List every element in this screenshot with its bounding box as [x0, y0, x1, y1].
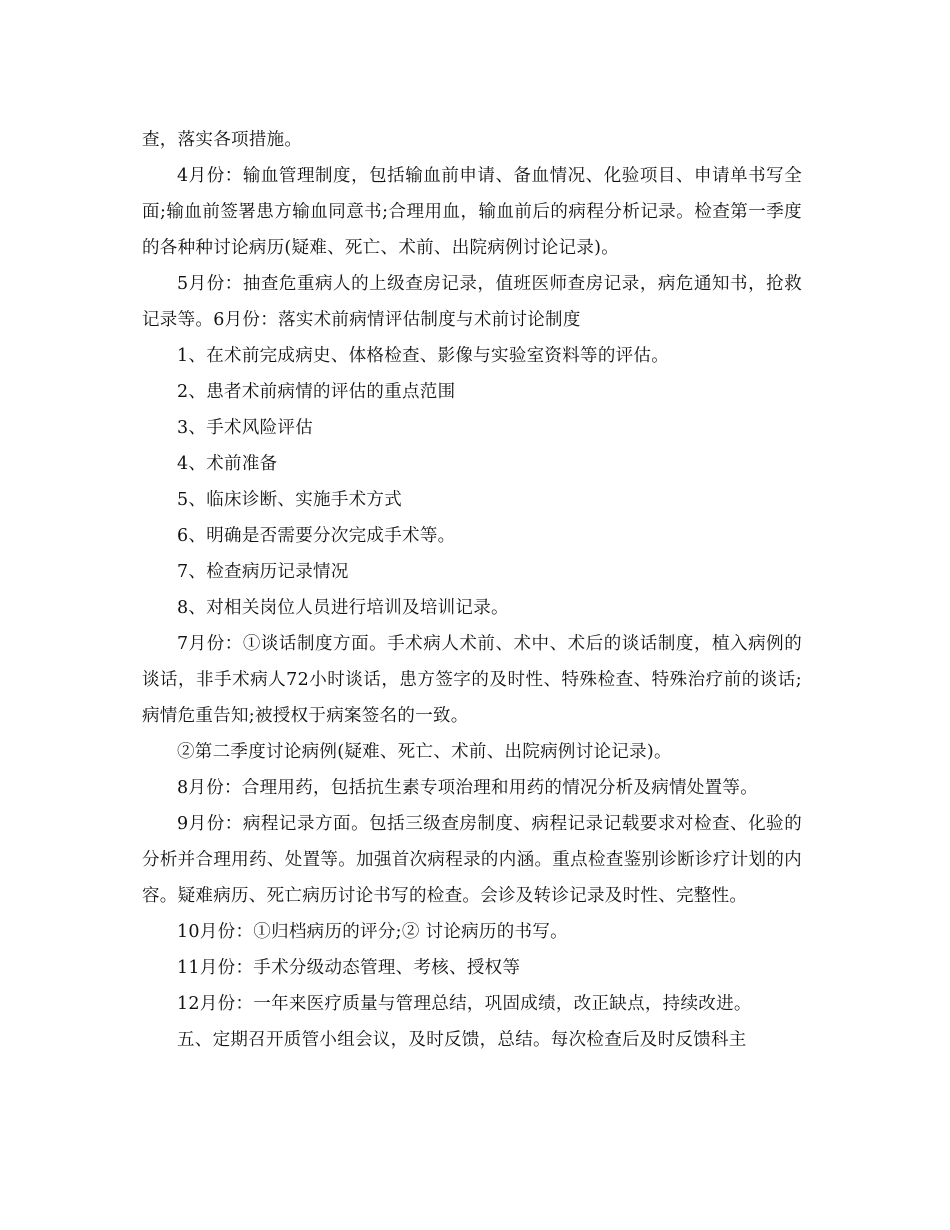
paragraph-continuation: 查，落实各项措施。 — [142, 130, 303, 150]
list-item-2: 2、患者术前病情的评估的重点范围 — [177, 382, 456, 402]
list-item-7: 7、检查病历记录情况 — [177, 562, 349, 582]
paragraph-october: 10月份：①归档病历的评分;② 讨论病历的书写。 — [177, 922, 568, 942]
paragraph-july: 7月份：①谈话制度方面。手术病人术前、术中、术后的谈话制度，植入病例的谈话，非手术病人72小时谈话，患方签字的及时性、特殊检查、特殊治疗前的谈话;病情危重告知;被授权于病案签名的一致。 — [142, 634, 802, 726]
paragraph-section-five: 五、定期召开质管小组会议，及时反馈，总结。每次检查后及时反馈科主 — [177, 1030, 747, 1050]
list-item-1: 1、在术前完成病史、体格检查、影像与实验室资料等的评估。 — [177, 346, 670, 366]
paragraph-september: 9月份：病程记录方面。包括三级查房制度、病程记录记载要求对检查、化验的分析并合理用药、处置等。加强首次病程录的内涵。重点检查鉴别诊断诊疗计划的内容。疑难病历、死亡病历讨论书写的检查。会诊及转诊记录及时性、完整性。 — [142, 814, 802, 906]
paragraph-august: 8月份：合理用药，包括抗生素专项治理和用药的情况分析及病情处置等。 — [177, 778, 759, 798]
list-item-3: 3、手术风险评估 — [177, 418, 314, 438]
document-body — [142, 122, 802, 1058]
paragraph-december: 12月份：一年来医疗质量与管理总结，巩固成绩，改正缺点，持续改进。 — [177, 994, 752, 1014]
paragraph-november: 11月份：手术分级动态管理、考核、授权等 — [177, 958, 521, 978]
list-item-4: 4、术前准备 — [177, 454, 278, 474]
paragraph-april: 4月份：输血管理制度，包括输血前申请、备血情况、化验项目、申请单书写全面;输血前签署患方输血同意书;合理用血，输血前后的病程分析记录。检查第一季度的各种种讨论病历(疑难、死亡、术前、出院病例讨论记录)。 — [142, 166, 802, 258]
list-item-6: 6、明确是否需要分次完成手术等。 — [177, 526, 456, 546]
paragraph-q2-discussion: ②第二季度讨论病例(疑难、死亡、术前、出院病例讨论记录)。 — [177, 742, 672, 762]
paragraph-may-june: 5月份：抽查危重病人的上级查房记录，值班医师查房记录，病危通知书，抢救记录等。6月份：落实术前病情评估制度与术前讨论制度 — [142, 274, 802, 330]
list-item-8: 8、对相关岗位人员进行培训及培训记录。 — [177, 598, 509, 618]
list-item-5: 5、临床诊断、实施手术方式 — [177, 490, 403, 510]
